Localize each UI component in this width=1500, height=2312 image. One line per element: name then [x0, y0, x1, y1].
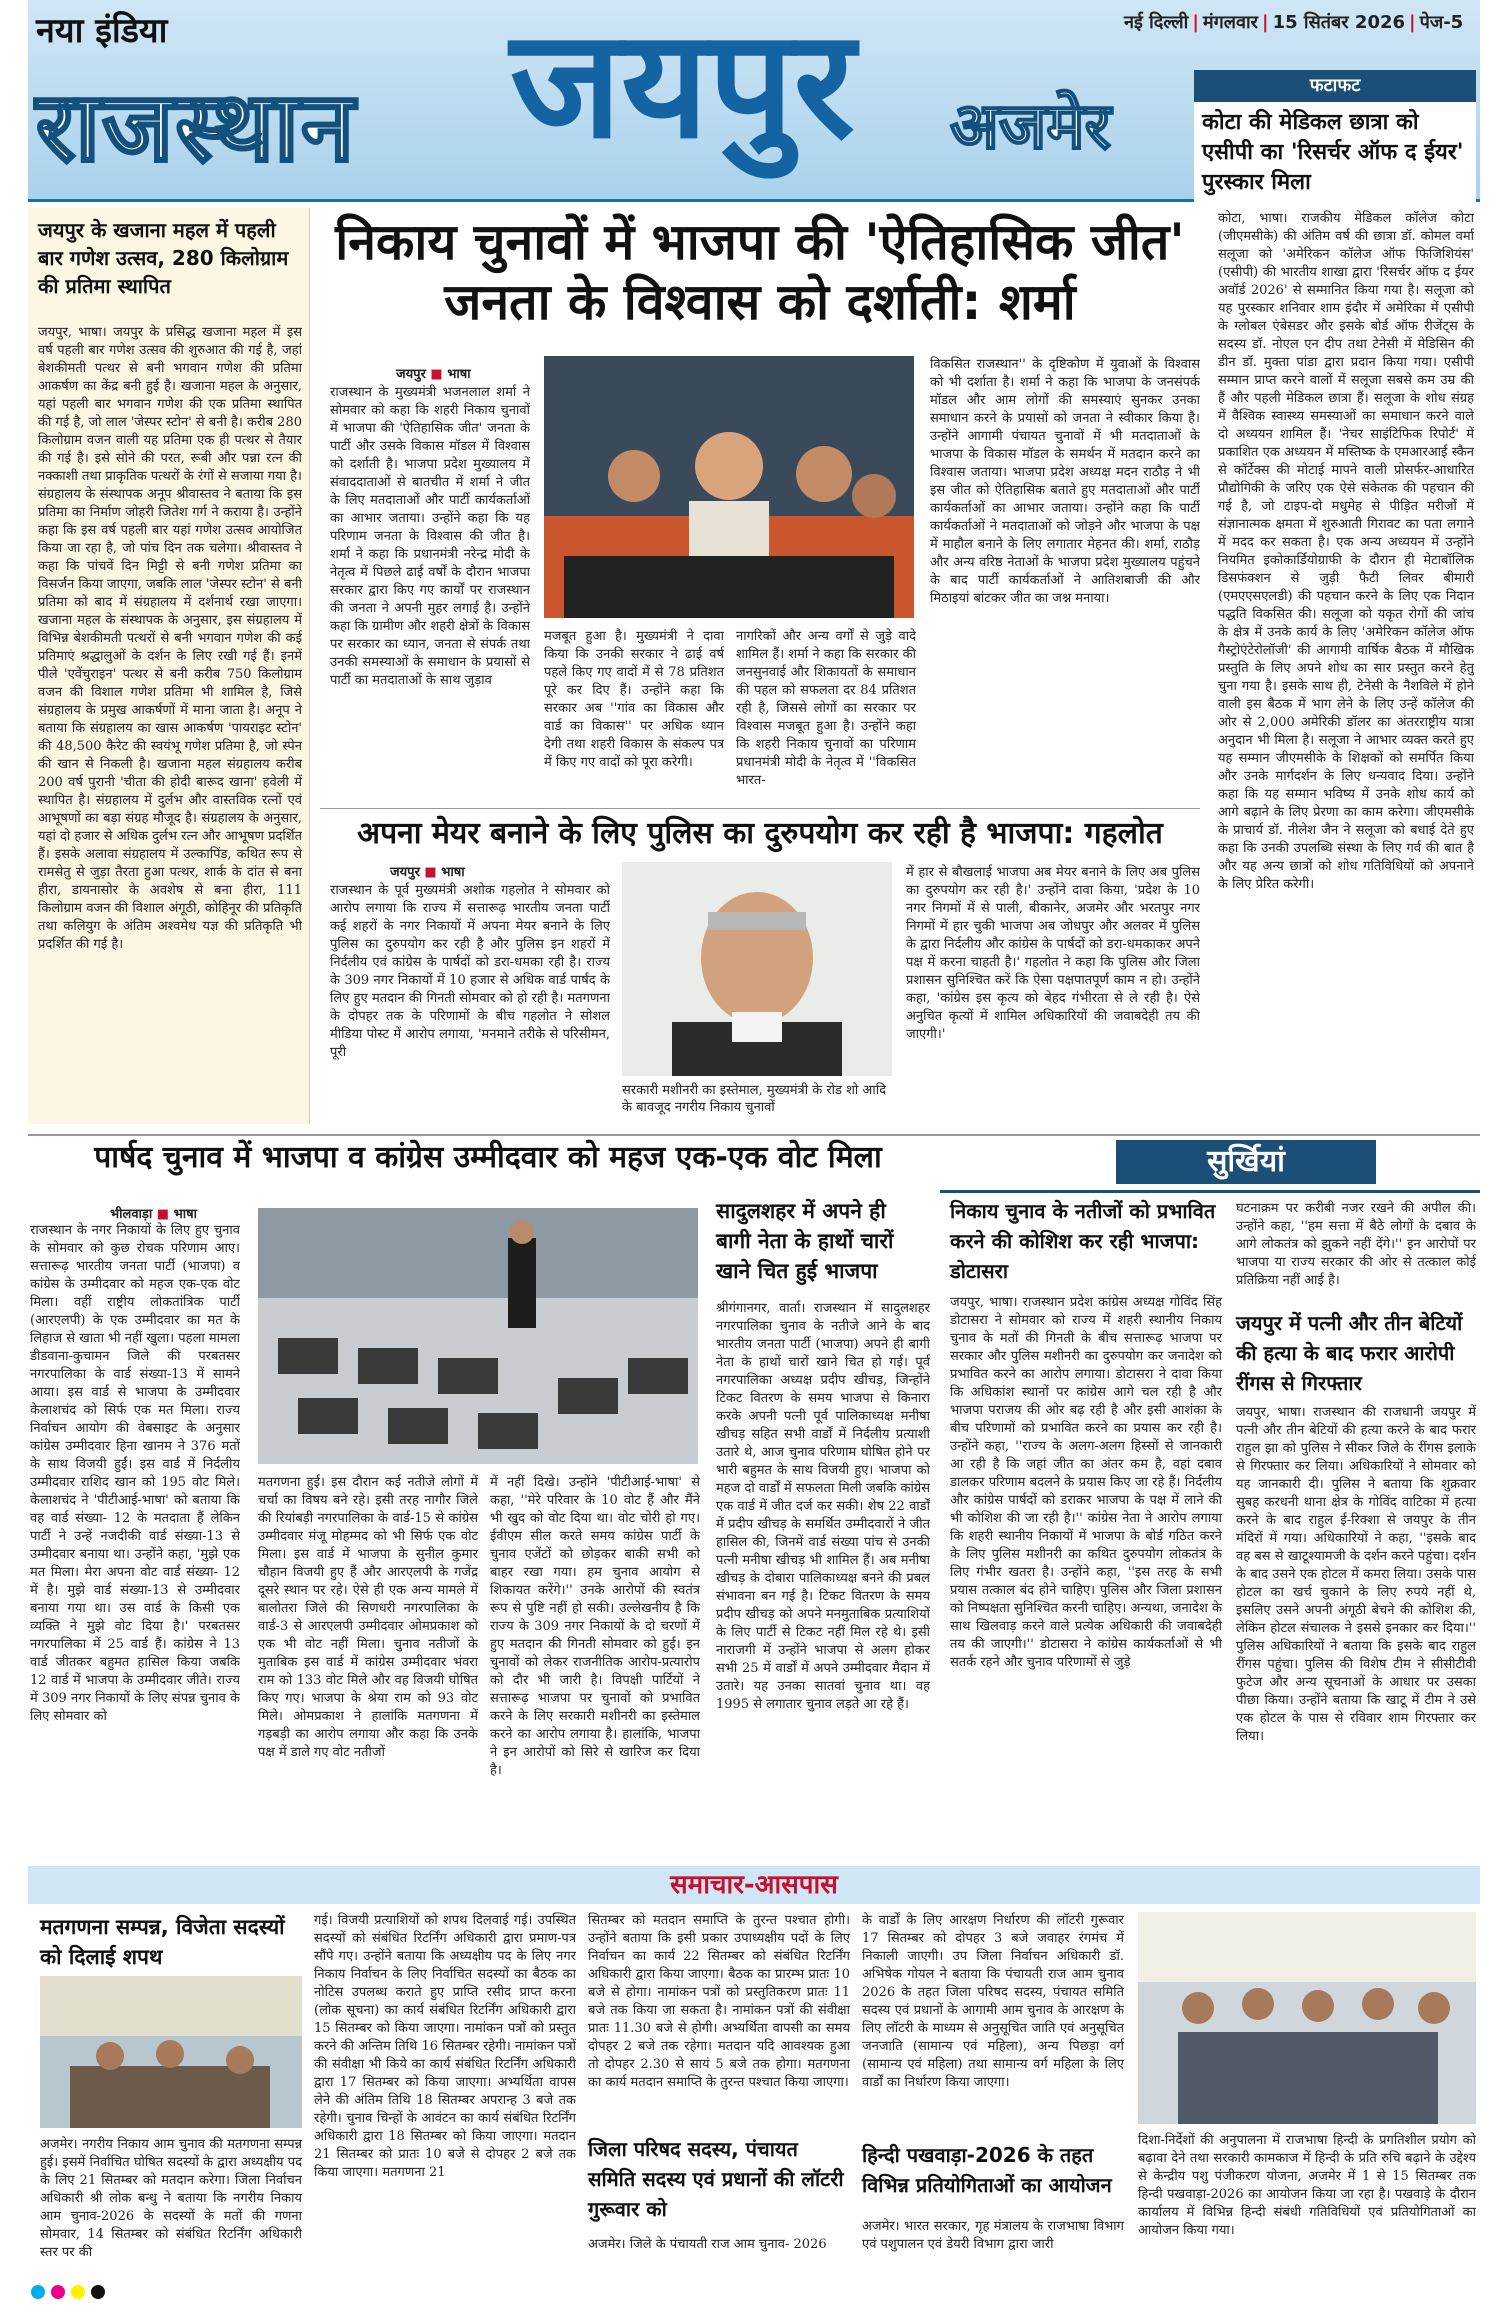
- registration-marks: [28, 2284, 1480, 2304]
- surkhiyan-label: सुर्खियां: [1116, 1140, 1376, 1184]
- section-city-sub: अजमेर: [950, 90, 1111, 164]
- divider: [940, 1190, 1480, 1193]
- aaspaas-story1-headline: मतगणना सम्पन्न, विजेता सदस्यों को दिलाई शपथ: [40, 1915, 285, 1969]
- lead-col-2: मजबूत हुआ है। मुख्यमंत्री ने दावा किया कि उनकी सरकार ने ढाई वर्ष पहले किए गए वादों में से 78 प्रतिशत पूरे कर दिए हैं। उन्होंने कहा कि सरकार अब ''गांव का विकास और वार्ड का विकास'' पर अधिक ध्यान देगी तथा शहरी विकास के संकल्प पत्र में किए गए वादों को पूरा करेगी।: [544, 629, 724, 770]
- edition-dateline: नई दिल्ली | मंगलवार | 15 सितंबर 2026 | पेज-5: [1124, 12, 1464, 33]
- edition-date: 15 सितंबर 2026: [1272, 12, 1406, 33]
- edition-weekday: मंगलवार: [1202, 12, 1259, 33]
- sadulshahar-headline: सादुलशहर में अपने ही बागी नेता के हाथों चारों खाने चित हुई भाजपा: [716, 1199, 894, 1283]
- aaspaas-label: समाचार-आसपास: [28, 1866, 1480, 1904]
- aaspaas-story1-image: [40, 1976, 302, 2128]
- lead-byline: जयपुर ■ भाषा: [396, 367, 471, 382]
- gehlot-photo: [622, 862, 892, 1076]
- murder-body: जयपुर, भाषा। राजस्थान की राजधानी जयपुर में पत्नी और तीन बेटियों की हत्या करने के बाद फरार राहुल झा को पुलिस ने सीकर जिले के रींगस इलाके से गिरफ्तार कर लिया। अधिकारियों ने सोमवार को यह जानकारी दी। पुलिस ने बताया कि शुक्रवार सुबह करधनी थाना क्षेत्र के गोविंद वाटिका में हत्या करने के बाद राहुल ई-रिक्शा से जयपुर के तीन मंदिरों में गया। अधिकारियों ने कहा, ''इसके बाद वह बस से खाटूश्यामजी के दर्शन करने पहुंचा। दर्शन के बाद उसने एक होटल में कमरा लिया। उसके पास होटल का खर्च चुकाने के लिए रुपये नहीं थे, इसलिए उसने अपनी अंगूठी बेचने की कोशिश की, लेकिन होटल संचालक ने इससे इनकार कर दिया।'' पुलिस अधिकारियों ने बताया कि इसके बाद राहुल रींगस पहुंचा। पुलिस की विशेष टीम ने सीसीटीवी फुटेज और अन्य सूचनाओं के आधार पर उसका पीछा किया। उन्होंने बताया कि खाटू में टीम ने उसे एक होटल के पास से रविवार शाम गिरफ्तार कर लिया।: [1236, 1405, 1476, 1744]
- bhilwara-col-1: राजस्थान के नगर निकायों के लिए हुए चुनाव के सोमवार को कुछ रोचक परिणाम आए। सत्तारूढ़ भारतीय जनता पार्टी (भाजपा) व कांग्रेस के उम्मीदवार को महज एक-एक वोट मिला। वहीं राष्ट्रीय लोकतांत्रिक पार्टी (आरएलपी) के एक उम्मीदवार का मत के लिहाज से खाता भी नहीं खुला। पहला मामला डीडवाना-कुचामन जिले की परबतसर नगरपालिका के वार्ड संख्या-13 में सामने आया। इस वार्ड से भाजपा के उम्मीदवार केलाशचंद को सिर्फ एक मत मिला। राज्य निर्वाचन आयोग की वेबसाइट के अनुसार कांग्रेस उम्मीदवार हिना खानम ने 376 मतों के साथ विजयी हुईं। इस वार्ड में निर्दलीय उम्मीदवार राशिद खान को 195 वोट मिले। केलाशचंद ने 'पीटीआई-भाषा' को बताया कि वह वार्ड संख्या- 12 के मतदाता हैं लेकिन पार्टी ने उन्हें नजदीकी वार्ड संख्या-13 से उम्मीदवार बनाया था। उन्होंने कहा, 'मुझे एक मत मिला। मेरा अपना वोट वार्ड संख्या- 12 में है। मुझे वार्ड संख्या-13 से उम्मीदवार बनाया गया था। उस वार्ड के किसी एक व्यक्ति ने मुझे वोट दिया है।' परबतसर नगरपालिका में 25 वार्ड हैं। कांग्रेस ने 13 वार्ड जीतकर बहुमत हासिल किया जबकि 12 वार्ड में भाजपा के उम्मीदवार जीते। राज्य में 309 नगर निकायों के लिए संपन्न चुनाव के लिए सोमवार को: [30, 1223, 240, 1724]
- gehlot-col-3: में हार से बौखलाई भाजपा अब मेयर बनाने के लिए अब पुलिस का दुरुपयोग कर रही है।' उन्होंने दावा किया, 'प्रदेश के 10 नगर निगमों में से पाली, बीकानेर, अजमेर और भरतपुर नगर निगमों में हार चुकी भाजपा अब जोधपुर और अलवर में पुलिस के द्वारा निर्दलीय और कांग्रेस के पार्षदों को डरा-धमकाकर अपने पक्ष में करना चाहती है।' गहलोत ने कहा कि पुलिस और जिला प्रशासन सुनिश्चित करें कि ऐसा पक्षपातपूर्ण काम न हो। उन्होंने कहा, 'कांग्रेस इस कृत्य को बेहद गंभीरता से ले रही है। ऐसे अनुचित कृत्यों में शामिल अधिकारियों की जवाबदेही तय की जाएगी।': [906, 865, 1200, 1042]
- divider: [320, 808, 1200, 809]
- lead-headline: निकाय चुनावों में भाजपा की 'ऐतिहासिक जीत' जनता के विश्वास को दर्शाती: शर्मा: [335, 213, 1185, 331]
- yellow-mark: [71, 2285, 85, 2299]
- lead-dateline-agency: भाषा: [447, 367, 471, 382]
- aaspaas-story4-headline: हिन्दी पखवाड़ा-2026 के तहत विभिन्न प्रतियोगिताओं का आयोजन: [862, 2143, 1112, 2197]
- aaspaas-story5-photo: [1138, 1912, 1476, 2124]
- bhilwara-photo: [258, 1208, 698, 1464]
- aaspaas-story1-col3: सितम्बर को मतदान समाप्ति के तुरन्त पश्चात होगी। उन्होंने बताया कि इसी प्रकार उपाध्यक्षीय पदों के लिए निर्वाचन का कार्य 22 सितम्बर को संबंधित रिटर्निंग अधिकारी द्वारा किया जाएगा। बैठक का प्रारम्भ प्रातः 10 बजे से होगा। नामांकन पत्रों को प्रस्तुतिकरण प्रातः 11 बजे तक किया जा सकता है। नामांकन पत्रों की संवीक्षा प्रातः 11.30 बजे से होगी। अभ्यर्थिता वापसी का समय दोपहर 2 बजे तक रहेगा। मतदान यदि आवश्यक हुआ तो दोपहर 2.30 से सायं 5 बजे तक होगा। मतगणना का कार्य मतदान समाप्ति के तुरन्त पश्चात किया जाएगा।: [588, 1913, 850, 2090]
- lead-dateline-place: जयपुर: [396, 367, 426, 382]
- aaspaas-story5-body: दिशा-निर्देशों की अनुपालना में राजभाषा हिन्दी के प्रगतिशील प्रयोग को बढ़ावा देने तथा सरकारी कामकाज में हिन्दी के प्रति रुचि बढ़ाने के उद्देश्य से केन्द्रीय पशु पंजीकरण योजना, अजमेर में 1 से 15 सितम्बर तक हिन्दी पखवाड़ा-2026 का आयोजन किया जा रहा है। पखवाड़े के दौरान कार्यालय में विभिन्न हिन्दी संबंधी गतिविधियों एवं प्रतियोगिताओं का आयोजन किया गया।: [1138, 2133, 1476, 2238]
- dotasra-headline: निकाय चुनाव के नतीजों को प्रभावित करने की कोशिश कर रही भाजपा: डोटासरा: [950, 1199, 1216, 1283]
- lead-photo: [544, 356, 914, 618]
- gehlot-photo-image: [622, 862, 892, 1076]
- lead-col-4: विकसित राजस्थान'' के दृष्टिकोण में युवाओं के विश्वास को भी दर्शाता है। शर्मा ने कहा कि भाजपा के जनसंपर्क मॉडल और आम लोगों की समस्याएं सुनकर उनका समाधान करने के प्रयासों को जनता ने स्वीकार किया है। उन्होंने आगामी पंचायत चुनावों में भी मतदाताओं के भाजपा के विकास मॉडल के समर्थन में मतदान करने का विश्वास जताया। भाजपा प्रदेश अध्यक्ष मदन राठौड़ ने भी इस जीत को ऐतिहासिक बताते हुए मतदाताओं और पार्टी कार्यकर्ताओं का आभार जताया। उन्होंने कहा कि पार्टी कार्यकर्ताओं ने मतदाताओं को जोड़ने और भाजपा के पक्ष में माहौल बनाने के लिए लगातार मेहनत की। शर्मा, राठौड़ और अन्य वरिष्ठ नेताओं के भाजपा प्रदेश मुख्यालय पहुंचने के बाद पार्टी कार्यकर्ताओं ने आतिशबाजी की और मिठाइयां बांटकर जीत का जश्न मनाया।: [930, 357, 1200, 606]
- bhilwara-col-3: में नहीं दिखे। उन्होंने 'पीटीआई-भाषा' से कहा, ''मेरे परिवार के 10 वोट हैं और मैंने भी खुद को वोट दिया था। वोट चोरी हो गए। ईवीएम सील करते समय कांग्रेस पार्टी के चुनाव एजेंटों को छोड़कर बाकी सभी को बाहर रखा गया। हम चुनाव आयोग से शिकायत करेंगे।'' उनके आरोपों की स्वतंत्र रूप से पुष्टि नहीं हो सकी। उल्लेखनीय है कि राज्य के 309 नगर निकायों के दो चरणों में हुए मतदान की गिनती सोमवार को हुई। इन चुनावों को लेकर राजनीतिक आरोप-प्रत्यारोप को दौर भी जारी है। विपक्षी पार्टियों ने सत्तारूढ़ भाजपा पर चुनावों को प्रभावित करने के लिए सरकारी मशीनरी का इस्तेमाल करने का आरोप लगाया है। हालांकि, भाजपा ने इन आरोपों को सिरे से खारिज कर दिया है।: [490, 1475, 700, 1778]
- bhilwara-byline: भीलवाड़ा ■ भाषा: [110, 1207, 197, 1222]
- fatafat-title: कोटा की मेडिकल छात्रा को एसीपी का 'रिसर्चर ऑफ द ईयर' पुरस्कार मिला: [1202, 110, 1464, 195]
- dotasra-body-continued: घटनाक्रम पर करीबी नजर रखने की अपील की। उन्होंने कहा, ''हम सत्ता में बैठे लोगों के दबाव के आगे लोकतंत्र को झुकने नहीं देंगे।'' इन आरोपों पर भाजपा या राज्य सरकार की ओर से तत्काल कोई प्रतिक्रिया नहीं आई है।: [1236, 1201, 1476, 1288]
- left-story-body: जयपुर, भाषा। जयपुर के प्रसिद्ध खजाना महल में इस वर्ष पहली बार गणेश उत्सव की शुरुआत की गई है, जहां बेशकीमती पत्थर से बनी भगवान गणेश की प्रतिमा आकर्षण का केंद्र बनी हुई है। खजाना महल के अनुसार, यहां पहली बार भगवान गणेश की एक प्रतिमा स्थापित की गई है, जो लाल 'जेस्पर स्टोन' से बनी है। करीब 280 किलोग्राम वजन वाली यह प्रतिमा एक ही पत्थर से तैयार की गई है। इसे सोने की परत, रूबी और पन्ना रत्न की नक्काशी तथा प्राकृतिक पत्थरों के रंगों से सजाया गया है। संग्रहालय के संस्थापक अनूप श्रीवास्तव ने बताया कि इस प्रतिमा का निर्माण जोहरी जितेश गर्ग ने कराया है। उन्होंने कहा कि इस वर्ष पहली बार यहां गणेश उत्सव आयोजित किया जा रहा है, जो पांच दिन तक चलेगा। श्रीवास्तव ने कहा कि पांचवें दिन मिट्टी से बनी गणेश प्रतिमा का विसर्जन किया जाएगा, जबकि लाल 'जेस्पर स्टोन' से बनी प्रतिमा को बाद में संग्रहालय में दर्शनार्थ रखा जाएगा। खजाना महल के संस्थापक के अनुसार, इस संग्रहालय में विभिन्न बेशकीमती पत्थरों से बनी भगवान गणेश की कई प्रतिमाएं श्रद्धालुओं के दर्शन के लिए रखी गई हैं। इनमें पीले 'एवेंचुराइन' पत्थर से बनी करीब 750 किलोग्राम वजन की विशाल गणेश प्रतिमा भी शामिल है, जिसे संग्रहालय के प्रमुख आकर्षणों में माना जाता है। अनूप ने बताया कि संग्रहालय का खास आकर्षण 'पायराइट स्टोन' की 48,500 कैरेट की स्वयंभू गणेश प्रतिमा है, जो स्पेन की खान से निकली है। खजाना महल संग्रहालय करीब 200 वर्ष पुरानी 'चीता की होदी बारूद खाना' हवेली में स्थापित है। संग्रहालय में दुर्लभ और वास्तविक रत्नों एवं आभूषणों का बड़ा संग्रह मौजूद है। संग्रहालय के अनुसार, यहां दो हजार से अधिक दुर्लभ रत्न और आभूषण प्रदर्शित हैं। इसके अलावा संग्रहालय में उल्कापिंड, कथित रूप से रामसेतु से जुड़ा तैरता हुआ पत्थर, शार्क के दांत से बना हीरा, डायनासोर के अवशेष से बना हीरा, 111 किलोग्राम वजन की विशाल अंगूठी, कोहिनूर की प्रतिकृति तथा कलियुग के अंतिम अश्वमेध यज्ञ की प्रतिकृति भी प्रदर्शित की गई है।: [38, 325, 302, 952]
- aaspaas-story2-body: अजमेर। जिले के पंचायती राज आम चुनाव- 2026: [588, 2237, 827, 2252]
- aaspaas-story1-body: अजमेर। नगरीय निकाय आम चुनाव की मतगणना सम्पन्न हुई। इसमें निर्वाचित घोषित सदस्यों के द्वारा अध्यक्षीय पद के लिए 21 सितम्बर को मतदान करेगा। जिला निर्वाचन अधिकारी श्री लोक बन्धु ने बताया कि नगरीय निकाय आम चुनाव-2026 के सदस्यों के मतों की गणना सोमवार, 14 सितम्बर को संबंधित रिटर्निंग अधिकारी स्तर पर की: [40, 2137, 302, 2260]
- lead-photo-image: [544, 356, 914, 618]
- fatafat-body: कोटा, भाषा। राजकीय मेडिकल कॉलेज कोटा (जीएमसीके) की अंतिम वर्ष की छात्रा डॉ. कोमल वर्मा सलूजा को 'अमेरिकन कॉलेज ऑफ फिजिशियंस' (एसीपी) की भारतीय शाखा द्वारा 'रिसर्चर ऑफ द ईयर अवॉर्ड 2026' से सम्मानित किया गया है। सलूजा को यह पुरस्कार शनिवार शाम इंदौर में अमेरिका में एसीपी के ग्लोबल एंबेसडर और इसके बोर्ड ऑफ रीजेंट्स के सदस्य डॉ. नोएल एन दीप तथा टेनेसी में मेडिसिन की डीन डॉ. मुक्ता पांडा द्वारा प्रदान किया गया। एसीपी सम्मान प्राप्त करने वालों में सलूजा सबसे कम उम्र की हैं और पहली मेडिकल छात्रा हैं। सलूजा के शोध संग्रह में वैश्विक स्वास्थ्य समस्याओं का समाधान करने वाले दो अध्ययन शामिल हैं। 'नेचर साइंटिफिक रिपोर्ट' में प्रकाशित एक अध्ययन में मस्तिष्क के एमआरआई स्कैन से कॉर्टेक्स की मोटाई मापने वाली प्रोसर्फर-आधारित प्रौद्योगिकी के जरिए एक ऐसे संकेतक की पहचान की गई है, जो टाइप-दो मधुमेह से पीड़ित मरीजों में संज्ञानात्मक क्षमता में शुरुआती गिरावट का पता लगाने में मदद कर सकता है। एक अन्य अध्ययन में उन्होंने नियमित इकोकार्डियोग्राफी के दौरान ही मेटाबॉलिक डिसफंक्शन से जुड़ी फैटी लिवर बीमारी (एमएएसएलडी) की पहचान करने के लिए एक निदान पद्धति विकसित की। सलूजा को यकृत रोगों की जांच के क्षेत्र में उनके कार्य के लिए 'अमेरिकन कॉलेज ऑफ गैस्ट्रोएंटेरोलॉजी' की आगामी वार्षिक बैठक में मौखिक प्रस्तुति के लिए अपने शोध का सार प्रस्तुत करने हेतु चुना गया है। इसके साथ ही, टेनेसी के नैशविले में होने वाली इस बैठक में भाग लेने के लिए उन्हें कॉलेज की ओर से 2,000 अमेरिकी डॉलर का अंतरराष्ट्रीय यात्रा अनुदान भी मिला है। सलूजा ने आभार व्यक्त करते हुए यह सम्मान जीएमसीके के शिक्षकों को समर्पित किया और उनके मार्गदर्शन के लिए धन्यवाद दिया। उन्होंने कहा कि यह सम्मान भविष्य में उनके शोध कार्य को आगे बढ़ाने के लिए प्रेरणा का काम करेगा। जीएमसीके के प्राचार्य डॉ. नीलेश जैन ने सलूजा को बधाई देते हुए कहा कि उनकी उपलब्धि संस्था के लिए गर्व की बात है और यह अन्य छात्रों को शोध गतिविधियों को अपनाने के लिए प्रेरित करेगी।: [1218, 211, 1474, 892]
- aaspaas-story1-col2: गई। विजयी प्रत्याशियों को शपथ दिलवाई गई। उपस्थित सदस्यों को संबंधित रिटर्निंग अधिकारी द्वारा प्रमाण-पत्र सौंपे गए। उन्होंने बताया कि अध्यक्षीय पद के लिए नगर निकाय निर्वाचन के लिए निर्वाचित सदस्यों का बैठक का नोटिस उपलब्ध कराते हुए प्राप्ति रसीद प्राप्त करना (लोक सूचना) का कार्य संबंधित रिटर्निंग अधिकारी द्वारा 15 सितम्बर को किया जाएगा। नामांकन पत्रों को प्रस्तुत करने की अन्तिम तिथि 16 सितम्बर रहेगी। नामांकन पत्रों की संवीक्षा भी किये का कार्य संबंधित रिटर्निंग अधिकारी द्वारा 17 सितम्बर को किया जाएगा। अभ्यर्थिता वापस लेने की अंतिम तिथि 18 सितम्बर अपरान्ह 3 बजे तक रहेगी। चुनाव चिन्हों के आवंटन का कार्य संबंधित रिटर्निंग अधिकारी द्वारा 18 सितम्बर को किया जाएगा। मतदान 21 सितम्बर को प्रातः 10 बजे से दोपहर 2 बजे तक किया जाएगा। मतगणना 21: [314, 1913, 576, 2180]
- cyan-mark: [31, 2285, 45, 2299]
- gehlot-headline: अपना मेयर बनाने के लिए पुलिस का दुरुपयोग कर रही है भाजपा: गहलोत: [357, 816, 1163, 851]
- aaspaas-story5-image: [1138, 1912, 1476, 2124]
- divider: [28, 1134, 1480, 1136]
- gehlot-byline: जयपुर ■ भाषा: [390, 865, 465, 880]
- section-city: जयपुर: [510, 0, 855, 172]
- edition-city: नई दिल्ली: [1124, 12, 1189, 33]
- dotasra-body: जयपुर, भाषा। राजस्थान प्रदेश कांग्रेस अध्यक्ष गोविंद सिंह डोटासरा ने सोमवार को राज्य में शहरी स्थानीय निकाय चुनाव के मतों की गिनती के बीच सत्तारूढ़ भाजपा पर सरकार और पुलिस मशीनरी का दुरुपयोग कर जनादेश को प्रभावित करने का आरोप लगाया। डोटासरा ने दावा किया कि अधिकांश स्थानों पर कांग्रेस आगे चल रही है और भाजपा पराजय की ओर बढ़ रही है और इसी आशंका के बीच परिणामों को प्रभावित करने का प्रयास कर रही है। उन्होंने कहा, ''राज्य के अलग-अलग हिस्सों से जानकारी आ रही है कि जहां जीत का अंतर कम है, वहां दबाव डालकर परिणाम बदलने के प्रयास किए जा रहे हैं। निर्दलीय और कांग्रेस पार्षदों को डराकर भाजपा के पक्ष में लाने की भी कोशिश की जा रही है।'' कांग्रेस नेता ने आरोप लगाया कि शहरी स्थानीय निकायों में भाजपा के बोर्ड गठित करने के लिए पुलिस मशीनरी का कथित दुरुपयोग लोकतंत्र के लिए गंभीर खतरा है। उन्होंने कहा, ''इस तरह के सभी प्रयास तत्काल बंद होने चाहिए। पुलिस और जिला प्रशासन को निष्पक्षता सुनिश्चित करनी चाहिए। अन्यथा, जनादेश के साथ खिलवाड़ करने वाले प्रत्येक अधिकारी की जवाबदेही तय की जाएगी।'' डोटासरा ने कांग्रेस कार्यकर्ताओं से भी सतर्क रहने और चुनाव परिणामों से जुड़े: [950, 1295, 1222, 1670]
- bhilwara-photo-image: [258, 1208, 698, 1464]
- section-state: राजस्थान: [36, 71, 357, 183]
- left-story-title: जयपुर के खजाना महल में पहली बार गणेश उत्सव, 280 किलोग्राम की प्रतिमा स्थापित: [38, 218, 289, 298]
- bhilwara-dateline-place: भीलवाड़ा: [110, 1207, 153, 1222]
- lead-col-1: राजस्थान के मुख्यमंत्री भजनलाल शर्मा ने सोमवार को कहा कि शहरी निकाय चुनावों में भाजपा की 'ऐतिहासिक जीत' जनता के पार्टी और उसके विकास मॉडल में विश्वास को दर्शाती है। भाजपा प्रदेश मुख्यालय में संवाददाताओं से बातचीत में शर्मा ने जीत के लिए मतदाताओं और पार्टी कार्यकर्ताओं का आभार जताया। उन्होंने कहा कि यह परिणाम जनता के विश्वास की जीत है। शर्मा ने कहा कि प्रधानमंत्री नरेन्द्र मोदी के नेतृत्व में पिछले ढाई वर्षों के दौरान भाजपा सरकार द्वारा किए गए कार्यों पर राजस्थान की जनता ने अपनी मुहर लगाई है। उन्होंने कहा कि ग्रामीण और शहरी क्षेत्रों के विकास पर सरकार का ध्यान, जनता से संपर्क तथा उनकी समस्याओं के समाधान के प्रयासों से पार्टी का मतदाताओं के साथ जुड़ाव: [330, 385, 530, 688]
- aaspaas-story1-photo: [40, 1976, 302, 2128]
- aaspaas-story4-body: अजमेर। भारत सरकार, गृह मंत्रालय के राजभाषा विभाग एवं पशुपालन एवं डेयरी विभाग द्वारा जारी: [862, 2219, 1124, 2252]
- bhilwara-dateline-agency: भाषा: [173, 1207, 197, 1222]
- sadulshahar-body: श्रीगंगानगर, वार्ता। राजस्थान में सादुलशहर नगरपालिका चुनाव के नतीजे आने के बाद भारतीय जनता पार्टी (भाजपा) अपने ही बागी नेता के हाथों चारों खाने चित हो गई। पूर्व नगरपालिका अध्यक्ष प्रदीप खीचड़, जिन्होंने टिकट वितरण के समय भाजपा से किनारा करके अपनी पत्नी पूर्व पालिकाध्यक्ष मनीषा खीचड़ सहित सभी वार्डों में निर्दलीय प्रत्याशी उतारे थे, आज चुनाव परिणाम घोषित होने पर भारी बहुमत के साथ विजयी हुए। भाजपा को महज दो वार्डों में सफलता मिली जबकि कांग्रेस एक वार्ड में जीत दर्ज कर सकी। शेष 22 वार्डों में प्रदीप खीचड़ के समर्थित उम्मीदवारों ने जीत हासिल की, जिनमें वार्ड संख्या पांच से उनकी पत्नी मनीषा खीचड़ भी शामिल हैं। अब मनीषा खीचड़ के दोबारा पालिकाध्यक्ष बनने की प्रबल संभावना बन गई है। टिकट वितरण के समय प्रदीप खीचड़ को अपने मनमुताबिक प्रत्याशियों के लिए पार्टी से टिकट नहीं मिल रहे थे। इसी नाराजगी में उन्होंने भाजपा से अलग होकर सभी 25 में वार्डों में अपने उम्मीदवार मैदान में उतारे। यह उनका सातवां चुनाव था। वह 1995 से लगातार चुनाव लड़ते आ रहे हैं।: [716, 1301, 930, 1712]
- bhilwara-col-2: मतगणना हुई। इस दौरान कई नतीजे लोगों में चर्चा का विषय बने रहे। इसी तरह नागौर जिले की रियांबड़ी नगरपालिका के वार्ड-15 से कांग्रेस उम्मीदवार मंजू मोहम्मद को भी सिर्फ एक वोट मिला। इस वार्ड में भाजपा के सुनील कुमार चौहान विजयी हुए हैं और आरएलपी के गजेंद्र दूसरे स्थान पर रहे। ऐसे ही एक अन्य मामले में बालोतरा जिले की सिणधरी नगरपालिका के वार्ड-3 से आरएलपी उम्मीदवार ओमप्रकाश को एक भी वोट नहीं मिला। चुनाव नतीजों के मुताबिक इस वार्ड में कांग्रेस उम्मीदवार भंवरा राम को 133 वोट मिले और वह विजयी घोषित किए गए। भाजपा के श्रेया राम को 93 वोट मिले। ओमप्रकाश ने हालांकि मतगणना में गड़बड़ी का आरोप लगाया और कहा कि उनके पक्ष में डाले गए वोट नतीजों: [258, 1475, 478, 1760]
- gehlot-col-1: राजस्थान के पूर्व मुख्यमंत्री अशोक गहलोत ने सोमवार को आरोप लगाया कि राज्य में सत्तारूढ़ भारतीय जनता पार्टी कई शहरों के नगर निकायों में अपना मेयर बनाने के लिए पुलिस का दुरुपयोग कर रही है और पुलिस इन शहरों में निर्दलीय एवं कांग्रेस के पार्षदों को डरा-धमका रही है। राज्य के 309 नगर निकायों में 10 हजार से अधिक वार्ड पार्षद के लिए हुए मतदान की गिनती सोमवार को हो रही है। मतगणना के दोपहर तक के परिणामों के बीच गहलोत ने सोशल मीडिया पोस्ट में आरोप लगाया, 'मनमाने तरीके से परिसीमन, पूरी: [330, 883, 610, 1060]
- page-number: पेज-5: [1419, 12, 1464, 33]
- gehlot-dateline-agency: भाषा: [441, 865, 465, 880]
- murder-headline: जयपुर में पत्नी और तीन बेटियों की हत्या के बाद फरार आरोपी रींगस से गिरफ्तार: [1236, 1311, 1463, 1395]
- brand-name: नया इंडिया: [36, 11, 168, 51]
- fatafat-box: [1194, 70, 1476, 206]
- bhilwara-headline: पार्षद चुनाव में भाजपा व कांग्रेस उम्मीदवार को महज एक-एक वोट मिला: [94, 1140, 882, 1175]
- aaspaas-story2-headline: जिला परिषद सदस्य, पंचायत समिति सदस्य एवं प्रधानों की लॉटरी गुरूवार को: [588, 2137, 844, 2221]
- magenta-mark: [51, 2285, 65, 2299]
- gehlot-dateline-place: जयपुर: [390, 865, 420, 880]
- lead-col-3: नागरिकों और अन्य वर्गों से जुड़े वादे शामिल हैं। शर्मा ने कहा कि सरकार की जनसुनवाई और शिकायतों के समाधान की पहल को सफलता दर 84 प्रतिशत रही है, जिससे लोगों का सरकार पर विश्वास मजबूत हुआ है। उन्होंने कहा कि शहरी निकाय चुनावों का परिणाम प्रधानमंत्री मोदी के नेतृत्व में ''विकसित भारत-: [736, 629, 916, 788]
- fatafat-label: फटाफट: [1194, 70, 1476, 102]
- aaspaas-story3-body: के वार्डों के लिए आरक्षण निर्धारण की लॉटरी गुरूवार 17 सितम्बर को दोपहर 3 बजे जवाहर रंगमंच में निकाली जाएगी। उप जिला निर्वाचन अधिकारी डॉ. अभिषेक गोयल ने बताया कि पंचायती राज आम चुनाव 2026 के तहत जिला परिषद सदस्य, पंचायत समिति सदस्य एवं प्रधानों के आगामी आम चुनाव के आरक्षण के लिए लॉटरी के माध्यम से अनुसूचित जाति एवं अनुसूचित जनजाति (सामान्य एवं महिला), अन्य पिछड़ा वर्ग (सामान्य एवं महिला) तथा सामान्य वर्ग महिला के लिए वार्डों का निर्धारण किया जाएगा।: [862, 1913, 1124, 2090]
- gehlot-caption: सरकारी मशीनरी का इस्तेमाल, मुख्यमंत्री के रोड शो आदि के बावजूद नगरीय निकाय चुनावों: [622, 1083, 886, 1115]
- black-mark: [91, 2285, 105, 2299]
